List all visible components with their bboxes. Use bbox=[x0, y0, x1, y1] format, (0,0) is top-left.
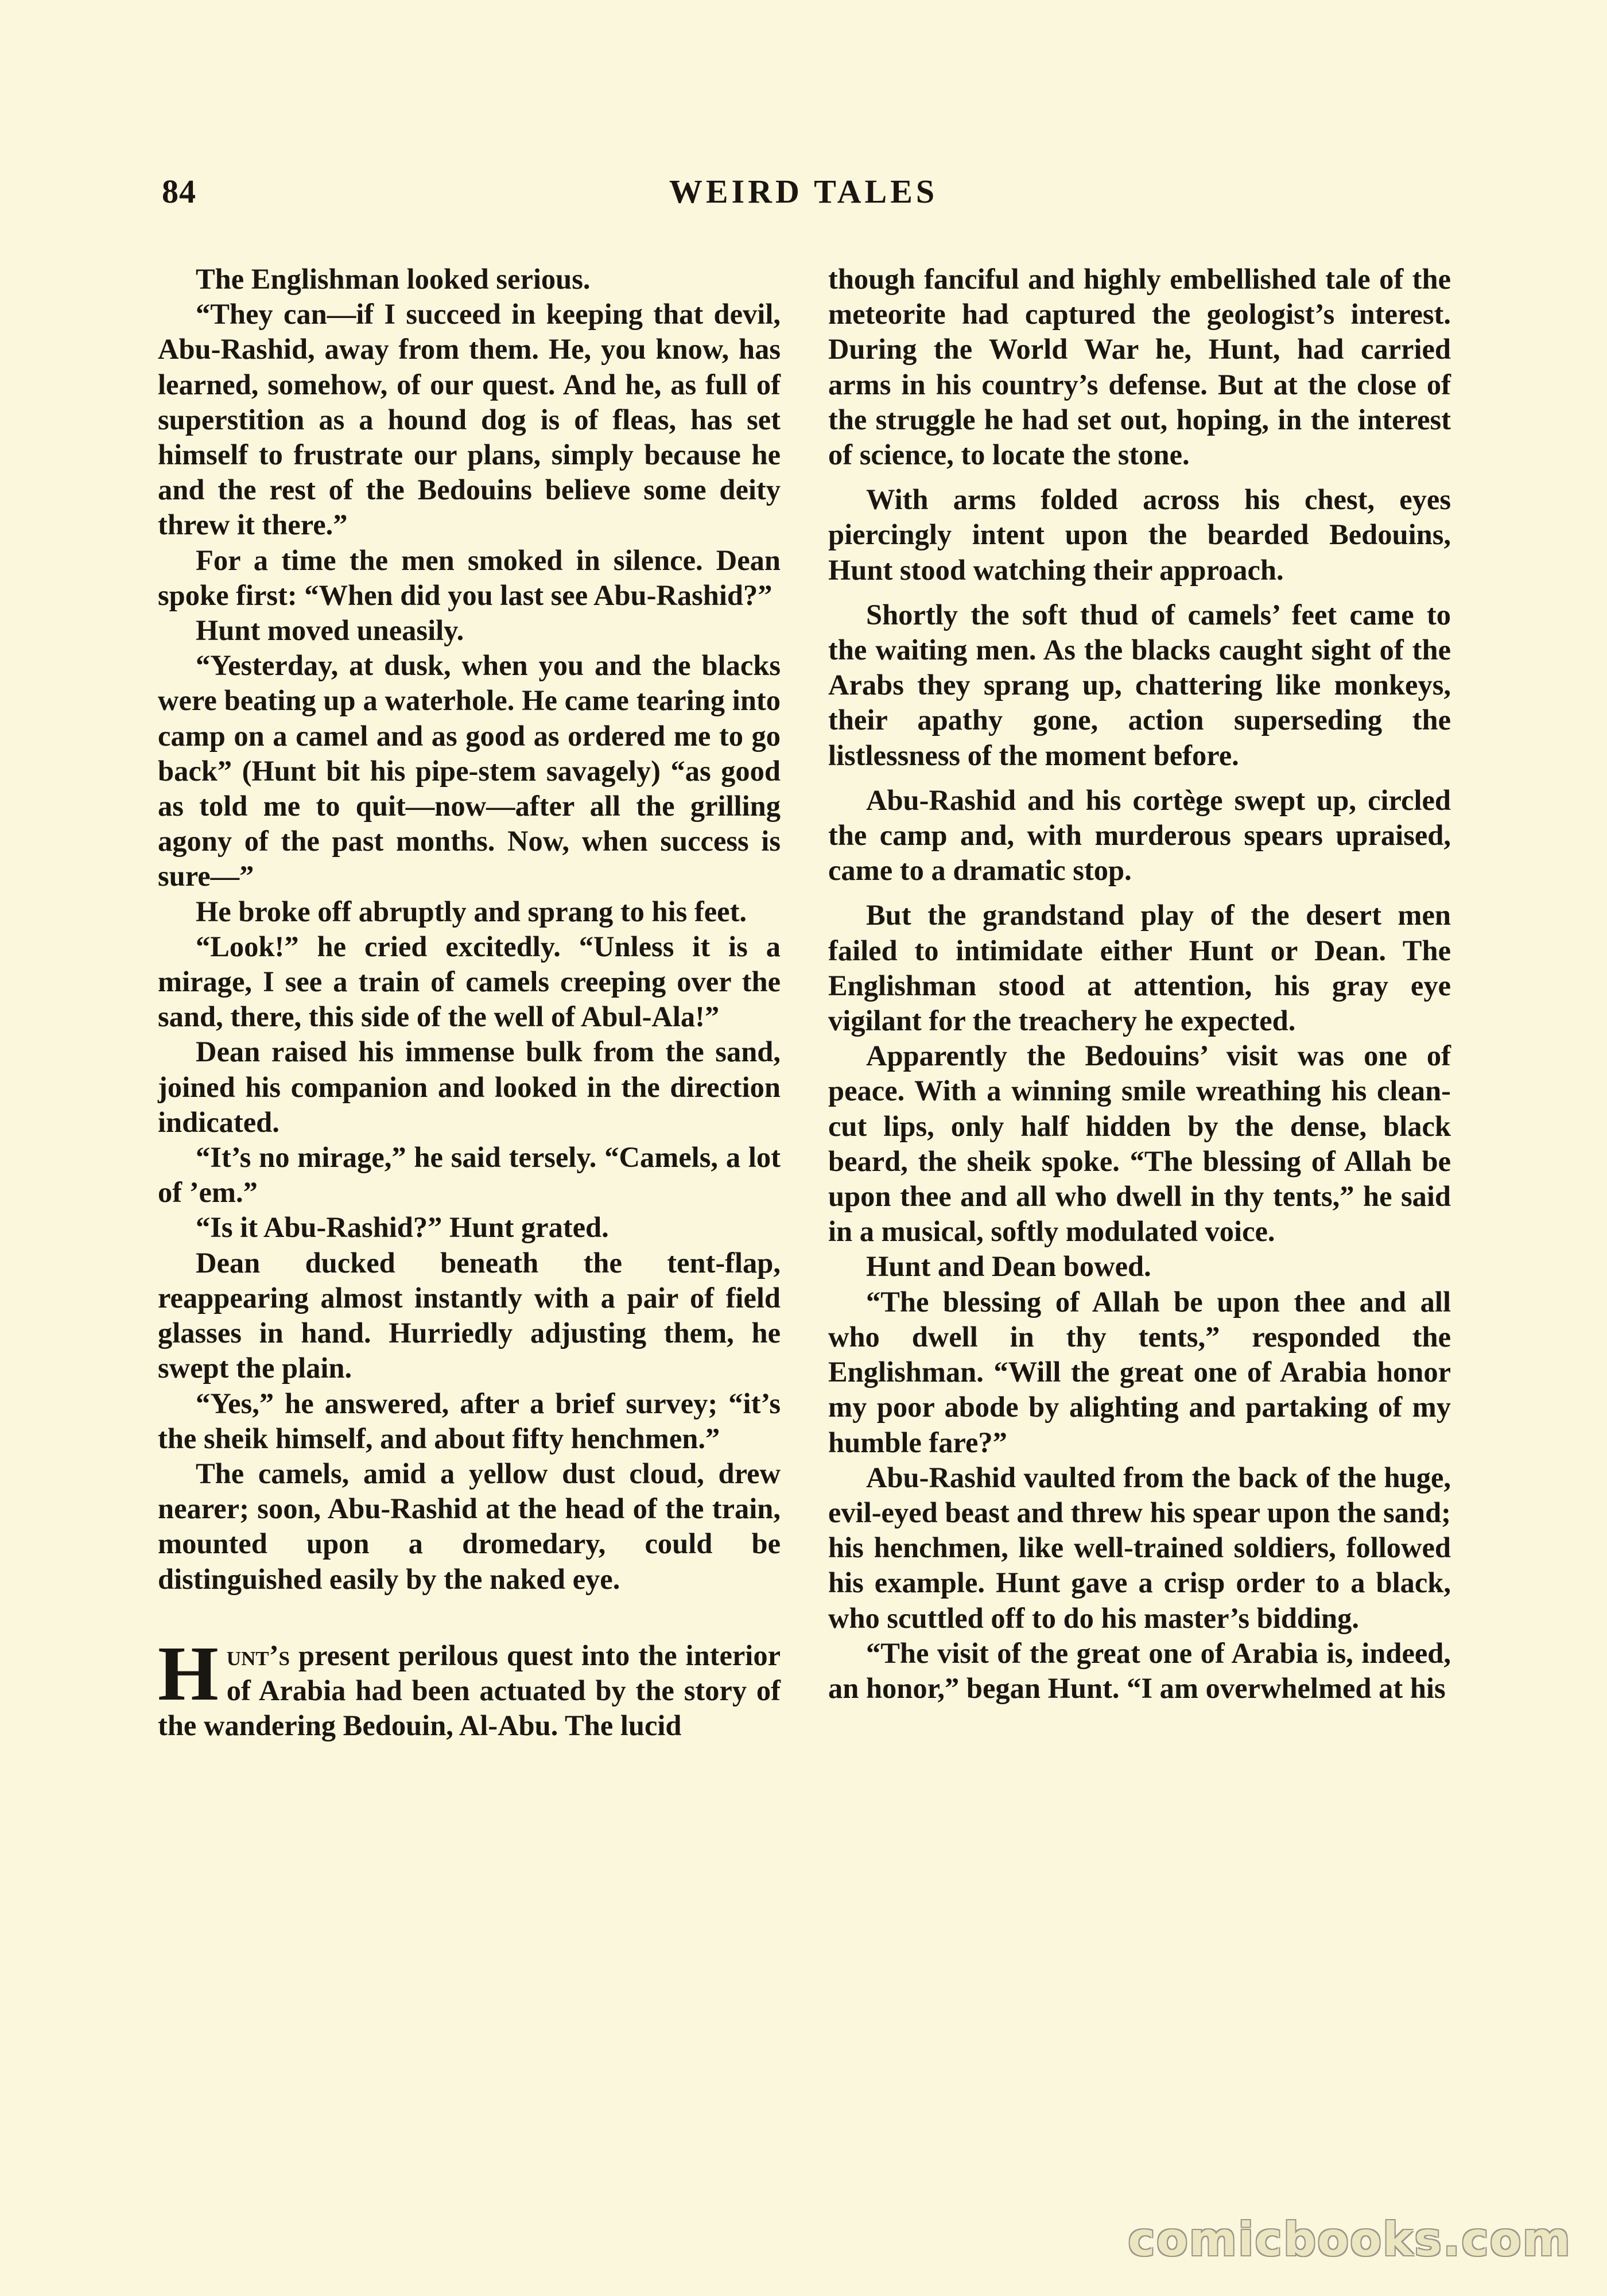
running-head: WEIRD TALES bbox=[669, 173, 938, 210]
paragraph: “The visit of the great one of Arabia is, indeed, an honor,” began Hunt. “I am overwhelmed at his bbox=[828, 1636, 1451, 1704]
right-column bbox=[828, 262, 1451, 1706]
paragraph: “Look!” he cried excitedly. “Unless it is a mirage, I see a train of camels creeping over the sand, there, this side of the well of Abul-Ala!” bbox=[158, 930, 781, 1033]
small-caps-word: unt’s bbox=[226, 1639, 290, 1671]
paragraph: “They can—if I succeed in keeping that devil, Abu-Rashid, away from them. He, you know, has learned, somehow, of our quest. And he, as full of superstition as a hound dog is of fleas, has set himself to frustrate our plans, simply because he and the rest of the Bedouins believe some deity threw it there.” bbox=[158, 298, 781, 541]
paragraph: Hunt and Dean bowed. bbox=[866, 1250, 1151, 1283]
paragraph: The camels, amid a yellow dust cloud, drew nearer; soon, Abu-Rashid at the head of the train, mounted upon a dromedary, could be distinguished easily by the naked eye. bbox=[158, 1457, 781, 1595]
watermark-logo: comicbooks.com bbox=[1128, 2213, 1571, 2266]
paragraph: though fanciful and highly embellished tale of the meteorite had captured the geologist’s interest. During the World War he, Hunt, had carried arms in his country’s defense. But at the close of the struggle he had set out, hoping, in the interest of science, to locate the stone. bbox=[828, 263, 1451, 471]
paragraph: Abu-Rashid vaulted from the back of the huge, evil-eyed beast and threw his spear upon the sand; his henchmen, like well-trained soldiers, followed his example. Hunt gave a crisp order to a black, who scuttled off to do his master’s bidding. bbox=[828, 1461, 1451, 1634]
paragraph: “It’s no mirage,” he said tersely. “Camels, a lot of ’em.” bbox=[158, 1141, 781, 1209]
page-number: 84 bbox=[162, 173, 196, 210]
paragraph: But the grandstand play of the desert men failed to intimidate either Hunt or Dean. The Englishman stood at attention, his gray eye vigilant for the treachery he expected. bbox=[828, 899, 1451, 1037]
left-column bbox=[158, 262, 781, 1743]
paragraph: “Is it Abu-Rashid?” Hunt grated. bbox=[196, 1211, 609, 1244]
drop-cap: H bbox=[158, 1630, 219, 1717]
paragraph: “The blessing of Allah be upon thee and all who dwell in thy tents,” responded the Englishman. “Will the great one of Arabia honor my poor abode by alighting and partaking of my humble fare?” bbox=[828, 1285, 1451, 1459]
paragraph: “Yes,” he answered, after a brief survey; “it’s the sheik himself, and about fifty henchmen.” bbox=[158, 1387, 781, 1455]
paragraph: The Englishman looked serious. bbox=[196, 263, 591, 295]
paragraph: Dean ducked beneath the tent-flap, reappearing almost instantly with a pair of field glasses in hand. Hurriedly adjusting them, he swept the plain. bbox=[158, 1246, 781, 1384]
paragraph: He broke off abruptly and sprang to his feet. bbox=[196, 895, 747, 928]
paragraph: Shortly the soft thud of camels’ feet came to the waiting men. As the blacks caught sight of the Arabs they sprang up, chattering like monkeys, their apathy gone, action superseding the listlessness of the moment before. bbox=[828, 598, 1451, 771]
paragraph: With arms folded across his chest, eyes piercingly intent upon the bearded Bedouins, Hunt stood watching their approach. bbox=[828, 483, 1451, 586]
paragraph: Apparently the Bedouins’ visit was one of peace. With a winning smile wreathing his clean-cut lips, only half hidden by the dense, black beard, the sheik spoke. “The blessing of Allah be upon thee and all who dwell in thy tents,” he said in a musical, softly modulated voice. bbox=[828, 1040, 1451, 1248]
paragraph: Abu-Rashid and his cortège swept up, circled the camp and, with murderous spears upraised, came to a dramatic stop. bbox=[828, 784, 1451, 887]
paragraph: For a time the men smoked in silence. Dean spoke first: “When did you last see Abu-Rashid?” bbox=[158, 544, 781, 611]
section-text: present perilous quest into the interior of Arabia had been actuated by the story of the wandering Bedouin, Al-Abu. The lucid bbox=[158, 1639, 781, 1742]
paragraph: Dean raised his immense bulk from the sand, joined his companion and looked in the direction indicated. bbox=[158, 1035, 781, 1138]
section-opening-paragraph bbox=[158, 1630, 781, 1744]
paragraph: “Yesterday, at dusk, when you and the blacks were beating up a waterhole. He came tearing into camp on a camel and as good as ordered me to go back” (Hunt bit his pipe-stem savagely) “as good as told me to quit—now—after all the grilling agony of the past months. Now, when success is sure—” bbox=[158, 649, 781, 893]
paragraph: Hunt moved uneasily. bbox=[196, 614, 464, 647]
